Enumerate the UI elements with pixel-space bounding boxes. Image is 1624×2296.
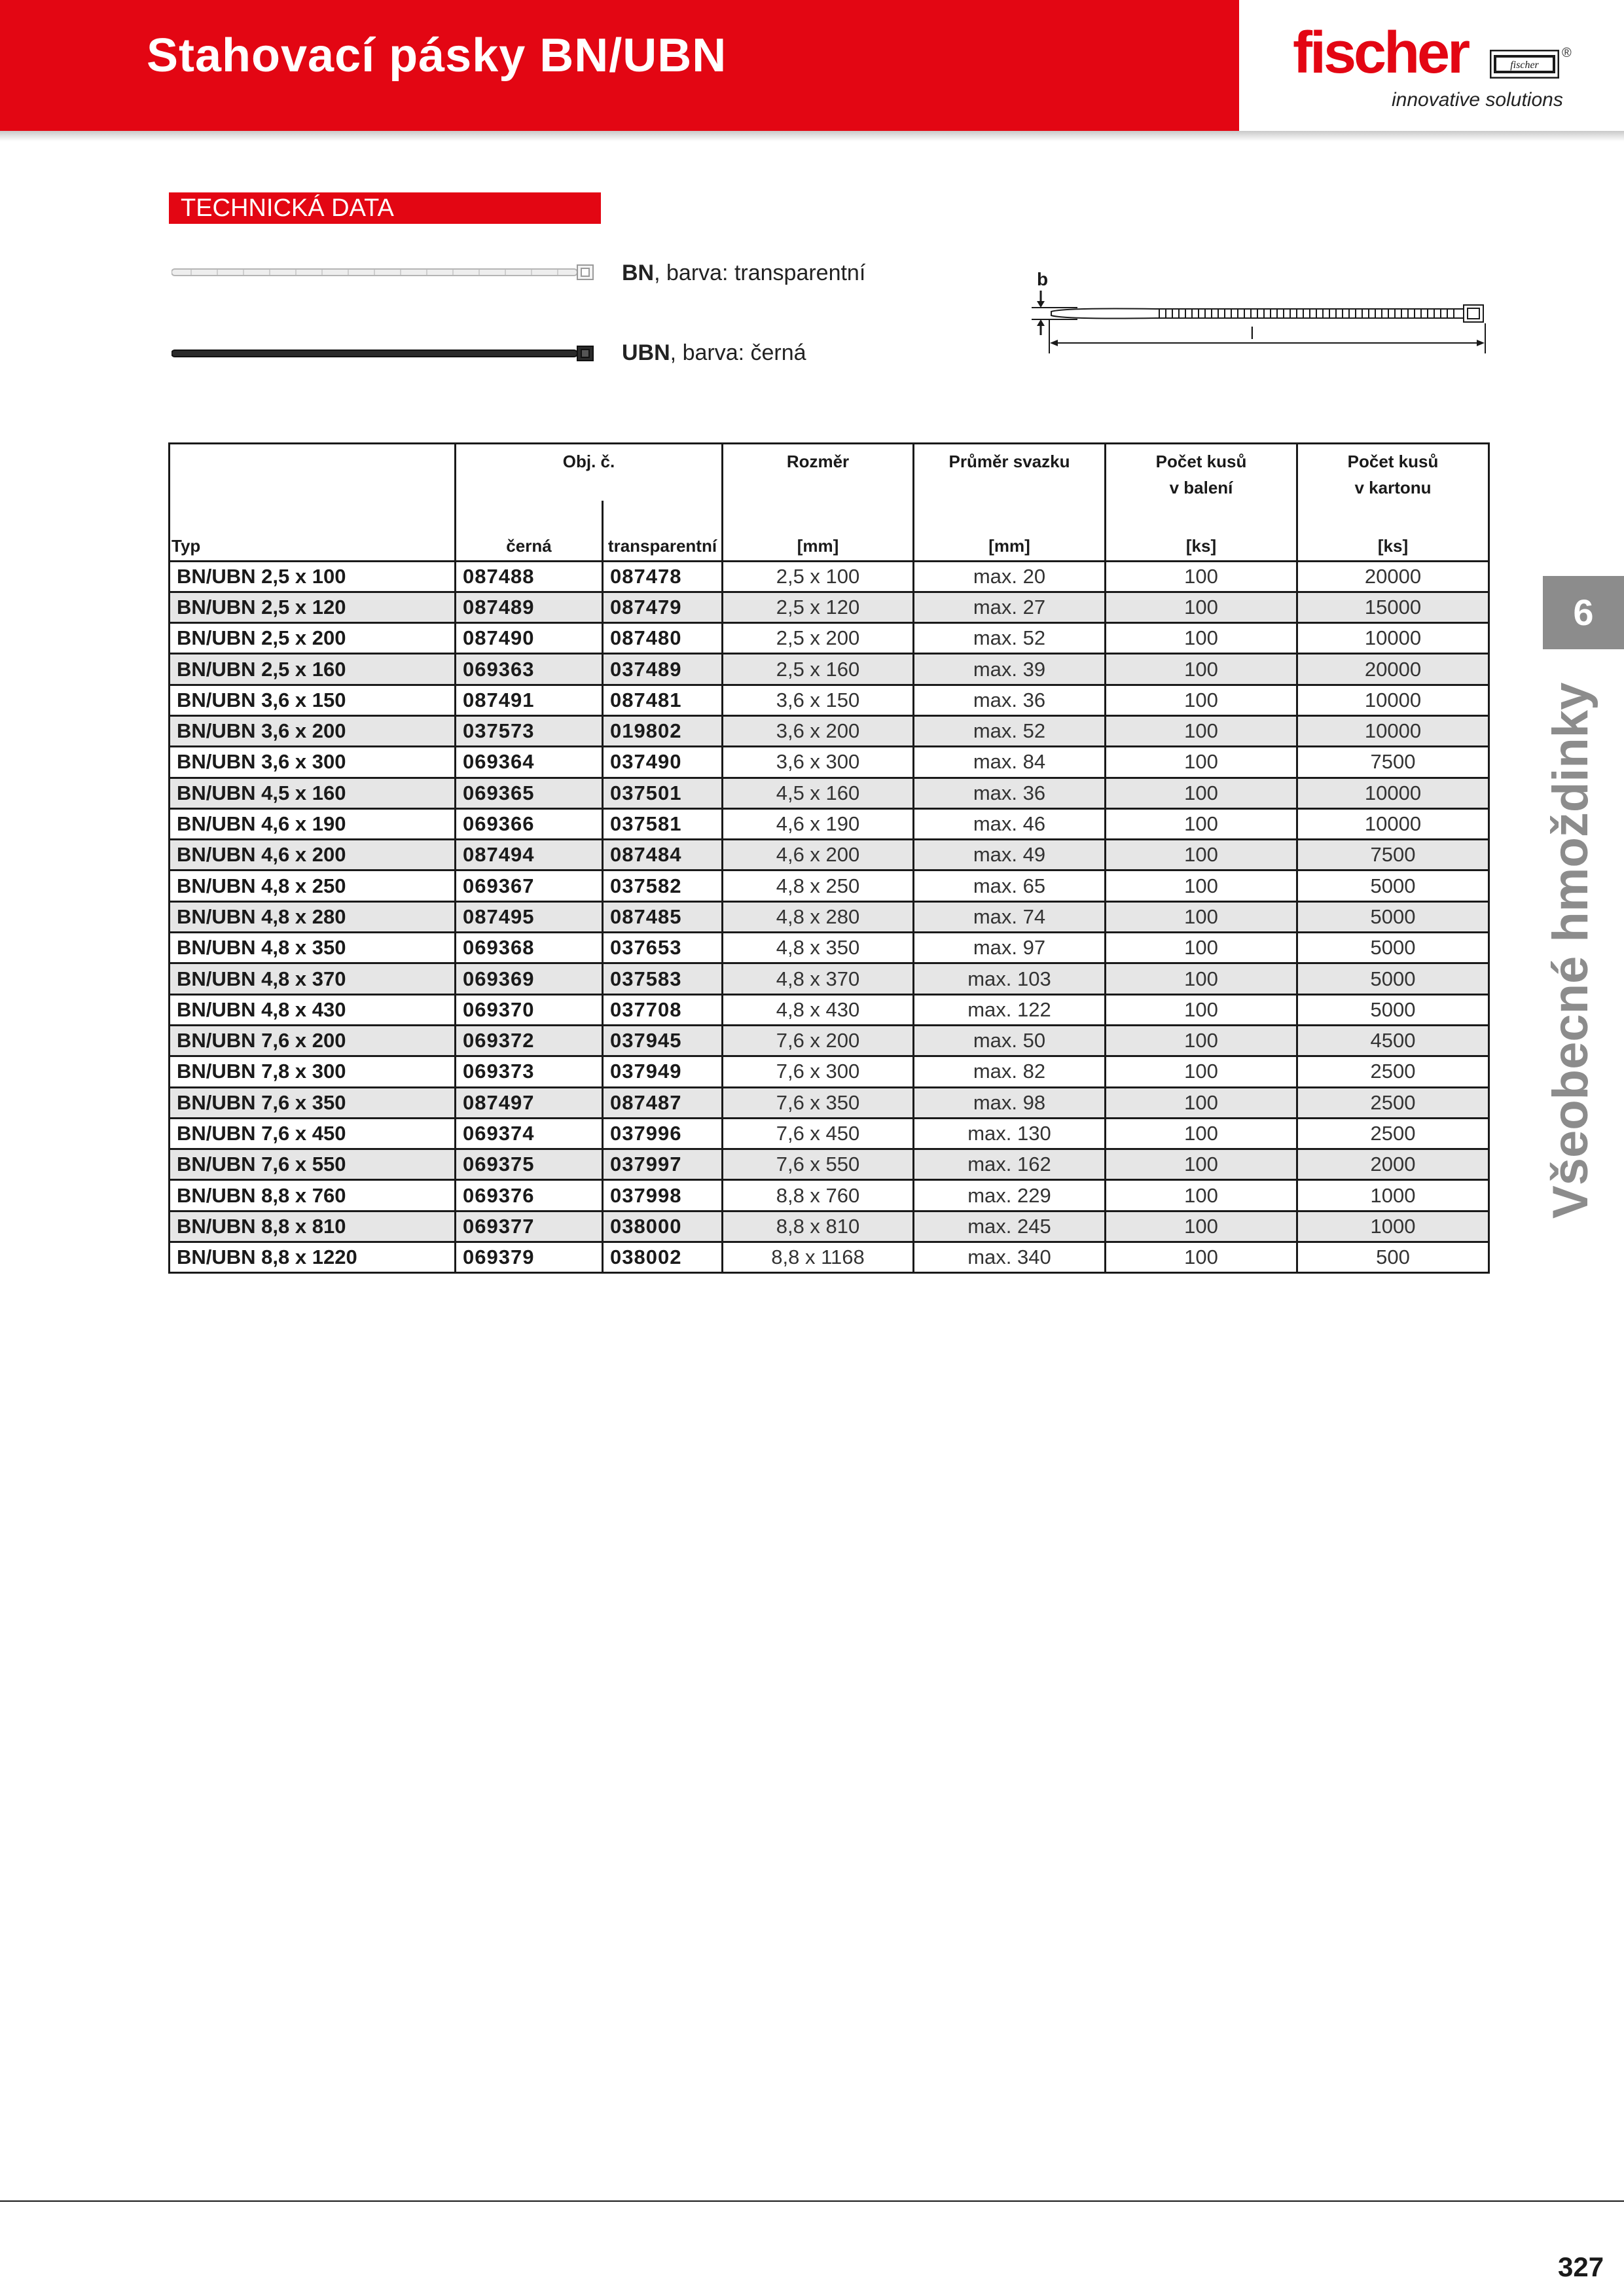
- cell-transparentni: 037653: [603, 933, 723, 963]
- cell-typ: BN/UBN 8,8 x 1220: [170, 1242, 456, 1273]
- cell-cerna: 069375: [456, 1149, 603, 1180]
- cell-cerna: 069366: [456, 808, 603, 839]
- cell-rozmer: 7,6 x 300: [723, 1056, 914, 1087]
- cell-prumer: max. 36: [914, 778, 1106, 808]
- table-body: [170, 561, 1489, 1273]
- brand-badge-icon: [1490, 50, 1559, 79]
- cell-cerna: 069376: [456, 1180, 603, 1211]
- cell-typ: BN/UBN 4,8 x 280: [170, 901, 456, 932]
- table-row: [170, 778, 1489, 808]
- cell-prumer: max. 65: [914, 870, 1106, 901]
- cell-rozmer: 4,8 x 280: [723, 901, 914, 932]
- cell-transparentni: 087485: [603, 901, 723, 932]
- cell-baleni: 100: [1106, 1118, 1297, 1149]
- cell-cerna: 069368: [456, 933, 603, 963]
- cell-cerna: 087490: [456, 623, 603, 654]
- cell-transparentni: 037582: [603, 870, 723, 901]
- cell-cerna: 069379: [456, 1242, 603, 1273]
- cell-rozmer: 7,6 x 450: [723, 1118, 914, 1149]
- cell-rozmer: 4,8 x 430: [723, 994, 914, 1025]
- cell-baleni: 100: [1106, 933, 1297, 963]
- cell-cerna: 087488: [456, 561, 603, 592]
- cell-cerna: 087491: [456, 685, 603, 715]
- cell-cerna: 069367: [456, 870, 603, 901]
- cell-karton: 2500: [1297, 1118, 1489, 1149]
- cell-typ: BN/UBN 7,6 x 550: [170, 1149, 456, 1180]
- cell-typ: BN/UBN 2,5 x 120: [170, 592, 456, 622]
- cell-rozmer: 3,6 x 300: [723, 747, 914, 778]
- header-karton-unit: [ks]: [1297, 501, 1489, 561]
- cell-karton: 5000: [1297, 870, 1489, 901]
- cell-karton: 20000: [1297, 654, 1489, 685]
- cell-prumer: max. 229: [914, 1180, 1106, 1211]
- cell-baleni: 100: [1106, 747, 1297, 778]
- cell-rozmer: 4,6 x 200: [723, 840, 914, 870]
- cell-cerna: 087495: [456, 901, 603, 932]
- table-row: [170, 592, 1489, 622]
- chapter-tab: 6: [1543, 576, 1624, 649]
- cell-baleni: 100: [1106, 561, 1297, 592]
- cell-cerna: 037573: [456, 715, 603, 746]
- cell-karton: 10000: [1297, 778, 1489, 808]
- chapter-title: Všeobecné hmoždinky: [1543, 682, 1598, 1219]
- header-cerna: černá: [456, 501, 603, 561]
- cell-prumer: max. 46: [914, 808, 1106, 839]
- cell-karton: 1000: [1297, 1180, 1489, 1211]
- page-title: Stahovací pásky BN/UBN: [147, 29, 727, 82]
- table-row: [170, 808, 1489, 839]
- cell-cerna: 069374: [456, 1118, 603, 1149]
- dimension-l-label: l: [1250, 323, 1254, 343]
- cell-baleni: 100: [1106, 715, 1297, 746]
- cell-karton: 1000: [1297, 1211, 1489, 1242]
- cell-cerna: 087494: [456, 840, 603, 870]
- cell-karton: 5000: [1297, 933, 1489, 963]
- table-row: [170, 1180, 1489, 1211]
- cell-typ: BN/UBN 4,6 x 200: [170, 840, 456, 870]
- cell-cerna: 069377: [456, 1211, 603, 1242]
- cell-typ: BN/UBN 2,5 x 160: [170, 654, 456, 685]
- cell-transparentni: 037996: [603, 1118, 723, 1149]
- header-baleni-line2: v balení: [1169, 478, 1233, 497]
- table-row: [170, 933, 1489, 963]
- header-typ-top: [170, 444, 456, 501]
- header-typ: Typ: [170, 501, 456, 561]
- cell-rozmer: 8,8 x 1168: [723, 1242, 914, 1273]
- cell-typ: BN/UBN 7,6 x 200: [170, 1025, 456, 1056]
- cell-cerna: 069363: [456, 654, 603, 685]
- cell-transparentni: 037489: [603, 654, 723, 685]
- page-number: 327: [1558, 2251, 1604, 2282]
- cell-rozmer: 4,6 x 190: [723, 808, 914, 839]
- header-rozmer: Rozměr: [723, 444, 914, 501]
- cell-prumer: max. 50: [914, 1025, 1106, 1056]
- cell-karton: 5000: [1297, 963, 1489, 994]
- header-baleni-unit: [ks]: [1106, 501, 1297, 561]
- table-row: [170, 994, 1489, 1025]
- cell-prumer: max. 39: [914, 654, 1106, 685]
- cell-baleni: 100: [1106, 808, 1297, 839]
- table-row: [170, 685, 1489, 715]
- cell-prumer: max. 97: [914, 933, 1106, 963]
- header-karton-line1: Počet kusů: [1347, 452, 1439, 471]
- cell-prumer: max. 245: [914, 1211, 1106, 1242]
- cell-transparentni: 038000: [603, 1211, 723, 1242]
- table-row: [170, 1149, 1489, 1180]
- cell-typ: BN/UBN 2,5 x 200: [170, 623, 456, 654]
- cell-transparentni: 037583: [603, 963, 723, 994]
- cell-transparentni: 019802: [603, 715, 723, 746]
- cell-baleni: 100: [1106, 654, 1297, 685]
- cell-baleni: 100: [1106, 901, 1297, 932]
- header-karton-line2: v kartonu: [1354, 478, 1432, 497]
- cell-transparentni: 087487: [603, 1087, 723, 1118]
- table-row: [170, 1211, 1489, 1242]
- cell-rozmer: 8,8 x 810: [723, 1211, 914, 1242]
- transparent-cable-tie-image: [171, 263, 596, 281]
- ubn-variant-name: UBN: [622, 340, 670, 365]
- brand-tagline: innovative solutions: [1392, 89, 1563, 111]
- cell-transparentni: 087478: [603, 561, 723, 592]
- cell-baleni: 100: [1106, 840, 1297, 870]
- cell-cerna: 069373: [456, 1056, 603, 1087]
- cell-rozmer: 2,5 x 160: [723, 654, 914, 685]
- header-shadow: [0, 131, 1624, 141]
- table-row: [170, 715, 1489, 746]
- cell-typ: BN/UBN 4,8 x 430: [170, 994, 456, 1025]
- cell-rozmer: 3,6 x 150: [723, 685, 914, 715]
- ubn-variant-color: , barva: černá: [670, 340, 806, 365]
- cell-transparentni: 038002: [603, 1242, 723, 1273]
- header-transparentni: transparentní: [603, 501, 723, 561]
- cell-prumer: max. 162: [914, 1149, 1106, 1180]
- cell-rozmer: 3,6 x 200: [723, 715, 914, 746]
- cell-prumer: max. 20: [914, 561, 1106, 592]
- cell-typ: BN/UBN 3,6 x 200: [170, 715, 456, 746]
- table-row: [170, 623, 1489, 654]
- cell-transparentni: 037490: [603, 747, 723, 778]
- cell-transparentni: 037998: [603, 1180, 723, 1211]
- table-row: [170, 747, 1489, 778]
- cell-baleni: 100: [1106, 685, 1297, 715]
- header-prumer-unit: [mm]: [914, 501, 1106, 561]
- technical-data-table: [168, 442, 1490, 1274]
- cell-prumer: max. 98: [914, 1087, 1106, 1118]
- table-row: [170, 870, 1489, 901]
- cell-baleni: 100: [1106, 778, 1297, 808]
- cell-transparentni: 087484: [603, 840, 723, 870]
- cell-prumer: max. 74: [914, 901, 1106, 932]
- footer-divider: [0, 2200, 1624, 2202]
- black-cable-tie-image: [171, 344, 596, 363]
- table-row: [170, 1056, 1489, 1087]
- table-row: [170, 1242, 1489, 1273]
- table-row: [170, 840, 1489, 870]
- cell-typ: BN/UBN 3,6 x 150: [170, 685, 456, 715]
- brand-logo: fischer: [1293, 20, 1468, 86]
- table-row: [170, 963, 1489, 994]
- cell-karton: 7500: [1297, 840, 1489, 870]
- cell-prumer: max. 52: [914, 623, 1106, 654]
- header-baleni-line1: Počet kusů: [1155, 452, 1247, 471]
- cell-cerna: 069372: [456, 1025, 603, 1056]
- cell-typ: BN/UBN 8,8 x 810: [170, 1211, 456, 1242]
- cell-baleni: 100: [1106, 1056, 1297, 1087]
- cell-cerna: 069365: [456, 778, 603, 808]
- brand-badge-text: fischer: [1510, 60, 1539, 71]
- table-row: [170, 1118, 1489, 1149]
- cell-karton: 5000: [1297, 901, 1489, 932]
- cell-cerna: 087489: [456, 592, 603, 622]
- cell-rozmer: 4,5 x 160: [723, 778, 914, 808]
- table-row: [170, 561, 1489, 592]
- cell-baleni: 100: [1106, 1211, 1297, 1242]
- table-row: [170, 654, 1489, 685]
- header-baleni: [1106, 444, 1297, 501]
- header-obj: Obj. č.: [456, 444, 723, 501]
- cell-rozmer: 7,6 x 200: [723, 1025, 914, 1056]
- cell-transparentni: 037708: [603, 994, 723, 1025]
- cell-transparentni: 037949: [603, 1056, 723, 1087]
- cell-baleni: 100: [1106, 1087, 1297, 1118]
- cell-baleni: 100: [1106, 994, 1297, 1025]
- cell-typ: BN/UBN 2,5 x 100: [170, 561, 456, 592]
- table-row: [170, 1087, 1489, 1118]
- cell-typ: BN/UBN 7,8 x 300: [170, 1056, 456, 1087]
- cell-transparentni: 087480: [603, 623, 723, 654]
- cable-tie-dimension-drawing: [1025, 264, 1490, 356]
- cell-karton: 10000: [1297, 715, 1489, 746]
- cell-baleni: 100: [1106, 623, 1297, 654]
- table-header-row: [170, 444, 1489, 501]
- cell-transparentni: 037997: [603, 1149, 723, 1180]
- bn-variant-label: [622, 260, 865, 286]
- table-row: [170, 1025, 1489, 1056]
- cell-prumer: max. 103: [914, 963, 1106, 994]
- bn-variant-name: BN: [622, 260, 655, 285]
- cell-rozmer: 7,6 x 350: [723, 1087, 914, 1118]
- cell-baleni: 100: [1106, 1180, 1297, 1211]
- header-rozmer-unit: [mm]: [723, 501, 914, 561]
- cell-rozmer: 8,8 x 760: [723, 1180, 914, 1211]
- cell-rozmer: 4,8 x 350: [723, 933, 914, 963]
- registered-mark: ®: [1562, 46, 1572, 60]
- cell-karton: 2500: [1297, 1087, 1489, 1118]
- cell-transparentni: 037945: [603, 1025, 723, 1056]
- cell-typ: BN/UBN 7,6 x 450: [170, 1118, 456, 1149]
- cell-karton: 7500: [1297, 747, 1489, 778]
- cell-prumer: max. 122: [914, 994, 1106, 1025]
- cell-baleni: 100: [1106, 1025, 1297, 1056]
- dimension-b-label: b: [1037, 269, 1049, 289]
- cell-cerna: 069364: [456, 747, 603, 778]
- cell-baleni: 100: [1106, 592, 1297, 622]
- cell-prumer: max. 84: [914, 747, 1106, 778]
- cell-baleni: 100: [1106, 1149, 1297, 1180]
- cell-typ: BN/UBN 4,8 x 350: [170, 933, 456, 963]
- cell-rozmer: 2,5 x 120: [723, 592, 914, 622]
- table-subheader-row: [170, 501, 1489, 561]
- cell-typ: BN/UBN 7,6 x 350: [170, 1087, 456, 1118]
- cell-prumer: max. 49: [914, 840, 1106, 870]
- cell-baleni: 100: [1106, 1242, 1297, 1273]
- cell-typ: BN/UBN 4,5 x 160: [170, 778, 456, 808]
- cell-cerna: 087497: [456, 1087, 603, 1118]
- cell-karton: 5000: [1297, 994, 1489, 1025]
- cell-typ: BN/UBN 4,6 x 190: [170, 808, 456, 839]
- bn-variant-color: , barva: transparentní: [654, 260, 866, 285]
- cell-typ: BN/UBN 4,8 x 250: [170, 870, 456, 901]
- cell-karton: 4500: [1297, 1025, 1489, 1056]
- cell-prumer: max. 27: [914, 592, 1106, 622]
- cell-rozmer: 2,5 x 100: [723, 561, 914, 592]
- header-karton: [1297, 444, 1489, 501]
- cell-rozmer: 7,6 x 550: [723, 1149, 914, 1180]
- cell-typ: BN/UBN 3,6 x 300: [170, 747, 456, 778]
- cell-karton: 20000: [1297, 561, 1489, 592]
- section-title: TECHNICKÁ DATA: [169, 192, 601, 224]
- cell-transparentni: 037581: [603, 808, 723, 839]
- cell-karton: 10000: [1297, 808, 1489, 839]
- cell-karton: 2500: [1297, 1056, 1489, 1087]
- header-prumer: Průměr svazku: [914, 444, 1106, 501]
- table-row: [170, 901, 1489, 932]
- cell-prumer: max. 130: [914, 1118, 1106, 1149]
- cell-karton: 10000: [1297, 685, 1489, 715]
- cell-transparentni: 087479: [603, 592, 723, 622]
- cell-karton: 10000: [1297, 623, 1489, 654]
- cell-rozmer: 2,5 x 200: [723, 623, 914, 654]
- cell-rozmer: 4,8 x 250: [723, 870, 914, 901]
- ubn-variant-label: [622, 340, 806, 366]
- cell-prumer: max. 52: [914, 715, 1106, 746]
- cell-prumer: max. 340: [914, 1242, 1106, 1273]
- cell-typ: BN/UBN 8,8 x 760: [170, 1180, 456, 1211]
- cell-baleni: 100: [1106, 963, 1297, 994]
- cell-rozmer: 4,8 x 370: [723, 963, 914, 994]
- cell-cerna: 069369: [456, 963, 603, 994]
- cell-transparentni: 037501: [603, 778, 723, 808]
- cell-baleni: 100: [1106, 870, 1297, 901]
- cell-karton: 500: [1297, 1242, 1489, 1273]
- cell-karton: 2000: [1297, 1149, 1489, 1180]
- cell-prumer: max. 82: [914, 1056, 1106, 1087]
- cell-karton: 15000: [1297, 592, 1489, 622]
- cell-typ: BN/UBN 4,8 x 370: [170, 963, 456, 994]
- cell-transparentni: 087481: [603, 685, 723, 715]
- cell-prumer: max. 36: [914, 685, 1106, 715]
- cell-cerna: 069370: [456, 994, 603, 1025]
